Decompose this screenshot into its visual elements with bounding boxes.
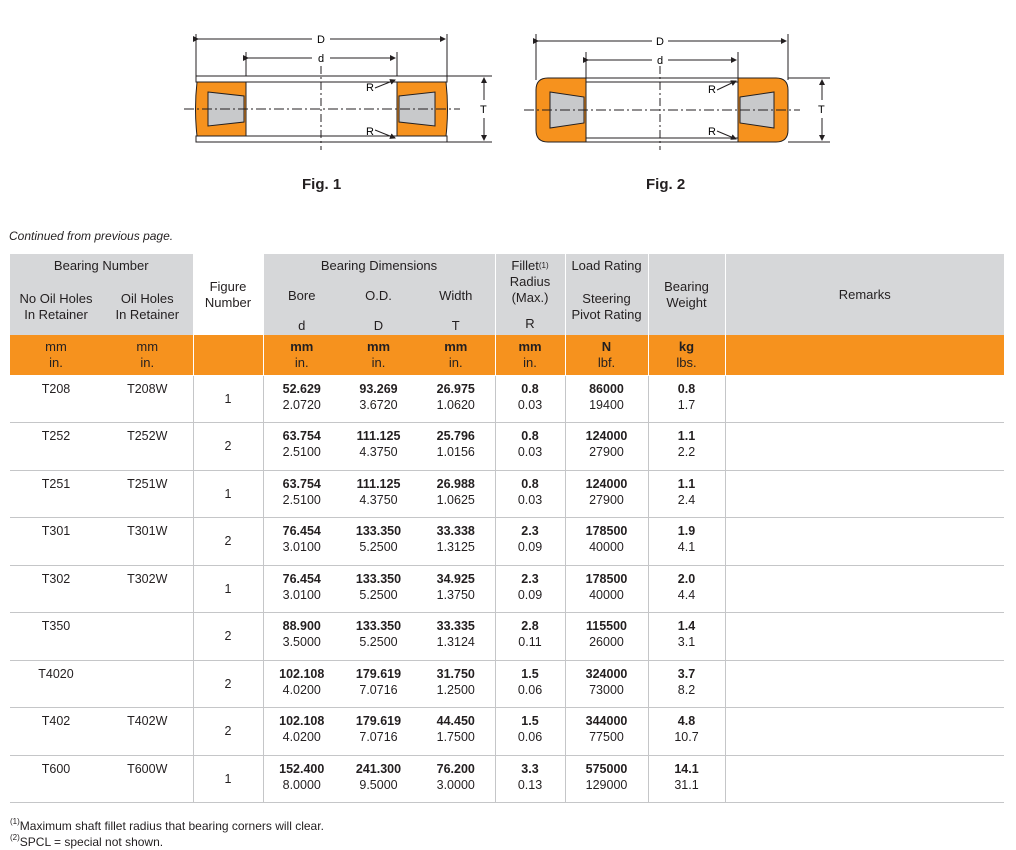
continued-note: Continued from previous page.	[9, 229, 174, 243]
load-rating-cell: 86000 19400	[565, 375, 648, 423]
width-cell: 26.988 1.0625	[436, 476, 475, 507]
weight-cell: 1.1 2.4	[648, 470, 725, 518]
unit-cell: mm in.	[10, 335, 102, 375]
svg-text:R: R	[708, 126, 716, 138]
steering-pivot-header: Steering Pivot Rating	[565, 278, 648, 335]
bearing-dimensions-header: Bearing Dimensions	[263, 254, 495, 278]
bore-cell: 63.754 2.5100	[263, 470, 340, 518]
unit-cell: mm in.	[495, 335, 565, 375]
fillet-cell: 0.8 0.03	[495, 423, 565, 471]
weight-cell: 4.8 10.7	[648, 708, 725, 756]
fig1-label: Fig. 1	[302, 176, 342, 193]
unit-cell-empty	[193, 335, 263, 375]
od-cell: 179.619 7.0716	[355, 666, 402, 697]
table-row	[10, 613, 1004, 661]
svg-text:d: d	[317, 53, 325, 65]
width-cell: 76.200 3.0000	[436, 761, 475, 792]
svg-text:d: d	[656, 55, 664, 67]
width-cell: 31.750 1.2500	[436, 666, 475, 697]
fig2-label: Fig. 2	[646, 176, 686, 193]
load-rating-header: Load Rating	[565, 254, 648, 278]
bore-cell: 52.629 2.0720	[263, 375, 340, 423]
width-cell: 34.925 1.3750	[436, 571, 475, 602]
svg-text:R: R	[708, 84, 716, 96]
no-oil-part-cell: T301	[41, 524, 71, 538]
fillet-cell: 1.5 0.06	[495, 660, 565, 708]
figure-number-cell: 1	[193, 375, 263, 423]
width-cell: 25.796 1.0156	[436, 429, 475, 459]
figure-number-cell: 2	[193, 518, 263, 566]
footnote-2: $^{(2)}$SPCL = special not shown.	[10, 833, 164, 849]
od-cell: 93.269 3.6720	[359, 381, 398, 412]
load-rating-cell: 124000 27900	[565, 423, 648, 471]
figure-number-cell: 1	[193, 565, 263, 613]
unit-cell: mm in.	[417, 335, 495, 375]
figure-number-cell: 2	[193, 423, 263, 471]
fillet-cell: 0.8 0.03	[495, 375, 565, 423]
remarks-cell	[725, 708, 1004, 756]
width-cell: 44.450 1.7500	[436, 714, 475, 744]
load-rating-cell: 178500 40000	[565, 565, 648, 613]
od-cell: 241.300 9.5000	[355, 761, 402, 792]
no-oil-part-cell: T402	[41, 714, 71, 728]
figure-number-cell: 2	[193, 708, 263, 756]
table-row	[10, 423, 1004, 471]
unit-cell-empty	[725, 335, 1004, 375]
bore-header: Bore d	[263, 278, 340, 335]
od-cell: 111.125 4.3750	[356, 429, 401, 459]
figure-number-cell: 1	[193, 755, 263, 803]
remarks-cell	[725, 755, 1004, 803]
load-rating-cell: 115500 26000	[565, 613, 648, 661]
oil-part-cell: T600W	[127, 761, 168, 776]
weight-cell: 3.7 8.2	[648, 660, 725, 708]
header-row-1	[10, 254, 1004, 278]
table-row	[10, 518, 1004, 566]
remarks-cell	[725, 660, 1004, 708]
weight-cell: 0.8 1.7	[648, 375, 725, 423]
bearing-figures	[0, 0, 1016, 210]
oil-part-cell: T302W	[127, 571, 168, 586]
bore-cell: 63.754 2.5100	[263, 423, 340, 471]
bore-cell: 102.108 4.0200	[263, 660, 340, 708]
load-rating-cell: 178500 40000	[565, 518, 648, 566]
figure-number-header: Figure Number	[193, 254, 263, 335]
bore-cell: 152.400 8.0000	[263, 755, 340, 803]
od-cell: 133.350 5.2500	[355, 619, 402, 649]
width-cell: 33.338 1.3125	[436, 524, 475, 554]
table-row	[10, 755, 1004, 803]
remarks-cell	[725, 613, 1004, 661]
oil-part-cell	[102, 613, 193, 661]
od-cell: 111.125 4.3750	[356, 476, 401, 507]
fig2-drawing	[524, 34, 830, 150]
load-rating-cell: 575000 129000	[565, 755, 648, 803]
od-cell: 179.619 7.0716	[355, 714, 402, 744]
fillet-cell: 0.8 0.03	[495, 470, 565, 518]
figure-number-cell: 2	[193, 613, 263, 661]
bearing-diagrams	[0, 0, 1016, 210]
unit-cell: kg lbs.	[648, 335, 725, 375]
weight-cell: 1.4 3.1	[648, 613, 725, 661]
no-oil-part-cell: T350	[41, 619, 71, 633]
svg-text:D: D	[656, 36, 664, 48]
remarks-cell	[725, 518, 1004, 566]
load-rating-cell: 324000 73000	[565, 660, 648, 708]
bore-cell: 76.454 3.0100	[263, 565, 340, 613]
remarks-cell	[725, 565, 1004, 613]
table-row	[10, 375, 1004, 423]
oil-holes-header: Oil Holes In Retainer	[102, 278, 193, 335]
no-oil-part-cell: T251	[41, 476, 71, 491]
bore-cell: 88.900 3.5000	[263, 613, 340, 661]
svg-text:D: D	[317, 34, 325, 46]
svg-text:R: R	[366, 82, 374, 94]
od-cell: 133.350 5.2500	[355, 571, 402, 602]
no-oil-part-cell: T302	[41, 571, 71, 586]
table-row	[10, 470, 1004, 518]
unit-cell: N lbf.	[565, 335, 648, 375]
no-oil-part-cell: T600	[41, 761, 71, 776]
width-cell: 33.335 1.3124	[436, 619, 475, 649]
unit-cell: mm in.	[340, 335, 417, 375]
bore-cell: 76.454 3.0100	[263, 518, 340, 566]
table-row	[10, 708, 1004, 756]
oil-part-cell: T301W	[127, 524, 168, 538]
weight-cell: 1.1 2.2	[648, 423, 725, 471]
oil-part-cell: T208W	[127, 381, 168, 396]
footnotes	[10, 818, 324, 850]
fillet-cell: 3.3 0.13	[495, 755, 565, 803]
oil-part-cell: T402W	[127, 714, 168, 728]
table-row	[10, 565, 1004, 613]
oil-part-cell: T252W	[127, 429, 168, 443]
remarks-cell	[725, 423, 1004, 471]
bearing-number-header: Bearing Number	[10, 254, 193, 278]
table-row	[10, 660, 1004, 708]
weight-cell: 1.9 4.1	[648, 518, 725, 566]
fillet-cell: 1.5 0.06	[495, 708, 565, 756]
weight-cell: 2.0 4.4	[648, 565, 725, 613]
unit-cell: mm in.	[263, 335, 340, 375]
load-rating-cell: 124000 27900	[565, 470, 648, 518]
fillet-cell: 2.3 0.09	[495, 518, 565, 566]
unit-cell: mm in.	[102, 335, 193, 375]
bore-cell: 102.108 4.0200	[263, 708, 340, 756]
footnote-1: $^{(1)}$Maximum shaft fillet radius that bearing corners will clear.	[10, 817, 324, 833]
width-cell: 26.975 1.0620	[436, 381, 475, 412]
fillet-cell: 2.3 0.09	[495, 565, 565, 613]
no-oil-part-cell: T252	[41, 429, 71, 443]
no-oil-part-cell: T4020	[38, 666, 74, 681]
no-oil-part-cell: T208	[41, 381, 71, 396]
od-header: O.D. D	[340, 278, 417, 335]
svg-text:R: R	[366, 126, 374, 138]
svg-text:T: T	[818, 104, 825, 116]
oil-part-cell: T251W	[127, 476, 168, 491]
bearing-spec-table	[10, 254, 1004, 803]
od-cell: 133.350 5.2500	[355, 524, 402, 554]
weight-cell: 14.1 31.1	[648, 755, 725, 803]
oil-part-cell	[102, 660, 193, 708]
units-row	[10, 335, 1004, 375]
svg-text:T: T	[480, 104, 487, 116]
remarks-cell	[725, 470, 1004, 518]
bearing-weight-header: Bearing Weight	[648, 254, 725, 335]
load-rating-cell: 344000 77500	[565, 708, 648, 756]
table-body	[10, 375, 1004, 803]
figure-number-cell: 1	[193, 470, 263, 518]
remarks-header: Remarks	[725, 254, 1004, 335]
fig1-drawing	[184, 34, 492, 150]
width-header: Width T	[417, 278, 495, 335]
remarks-cell	[725, 375, 1004, 423]
figure-number-cell: 2	[193, 660, 263, 708]
fillet-cell: 2.8 0.11	[495, 613, 565, 661]
fillet-radius-header: Fillet$^{(1)}$ Radius (Max.) R	[495, 254, 565, 335]
no-oil-holes-header: No Oil Holes In Retainer	[10, 278, 102, 335]
